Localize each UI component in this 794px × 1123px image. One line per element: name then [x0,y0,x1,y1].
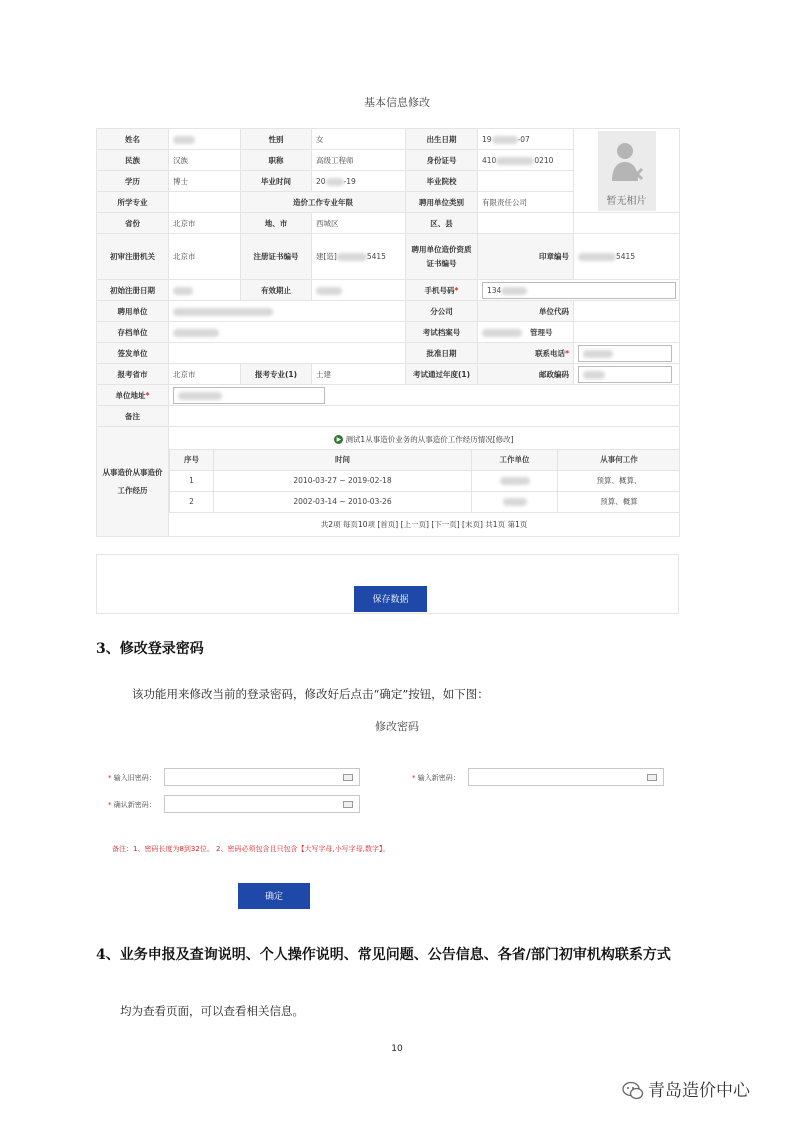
gender-label: 性别 [241,129,312,150]
address-cell [169,385,680,406]
years-label: 造价工作专业年限 [241,192,406,213]
exp-pager[interactable]: 共2项 每页10项 [首页] [上一页] [下一页] [末页] 共1页 第1页 [320,519,528,529]
password-note: 备注：1、密码长度为8到32位。 2、密码必须包含且只包含【大写字母,小写字母,数字】。 [112,845,390,853]
phone-label: 手机号码* [406,280,478,301]
exp-col-work: 从事何工作 [558,449,680,470]
exam-no-cell [478,322,574,343]
county-value [478,213,574,234]
photo-cell [574,129,680,213]
table-row [170,470,680,491]
admin-no-label: 管理号 [530,327,553,337]
birth-label: 出生日期 [406,129,478,150]
edu-value: 博士 [169,171,241,192]
school-value [478,171,574,192]
page-number: 10 [391,1044,403,1054]
gender-value: 女 [312,129,406,150]
basic-info-table [96,128,680,537]
save-button[interactable]: 保存数据 [354,586,427,612]
issue-label: 签发单位 [97,343,169,364]
archive-label: 存档单位 [97,322,169,343]
confirm-password-label: * 确认新密码： [108,801,156,809]
exp-header[interactable]: ▶ 测试1从事造价业务的从事造价工作经历情况[修改] [169,428,679,449]
exp-unit [472,470,558,491]
play-icon: ▶ [334,435,343,444]
exam-prov-value: 北京市 [169,364,241,385]
cert-no-label: 注册证书编号 [241,234,312,280]
password-title: 修改密码 [375,720,419,733]
exp-work: 预算、概算、 [558,470,680,491]
unit-code-label: 单位代码 [478,301,574,322]
old-password-label: * 输入旧密码： [108,774,156,782]
name-value [169,129,241,150]
exp-label: 从事造价从事造价工作经历 [97,427,169,537]
init-org-label: 初审注册机关 [97,234,169,280]
issue-value [169,343,406,364]
valid-label: 有效期止 [241,280,312,301]
keyboard-icon [343,801,353,808]
pass-year-label: 考试通过年度(1) [406,364,478,385]
exp-cell [169,427,680,537]
exp-no: 2 [170,491,214,512]
photo-placeholder [598,131,656,211]
section3-paragraph: 该功能用来修改当前的登录密码，修改好后点击“确定”按钮，如下图： [132,687,489,701]
old-password-input[interactable] [164,768,360,786]
wechat-icon [622,1081,644,1101]
exp-col-unit: 工作单位 [472,449,558,470]
contact-input[interactable] [578,345,672,362]
exam-major-label: 报考专业(1) [241,364,312,385]
zip-input[interactable] [578,366,672,383]
name-label: 姓名 [97,129,169,150]
exam-prov-label: 报考省市 [97,364,169,385]
photo-text: 暂无相片 [606,195,647,207]
province-value: 北京市 [169,213,241,234]
address-label: 单位地址* [97,385,169,406]
title-label: 职称 [241,150,312,171]
admin-no-value [574,322,680,343]
archive-value [169,322,406,343]
employer-type-value: 有限责任公司 [478,192,574,213]
birth-value: 19 -07 [478,129,574,150]
major-value [169,192,241,213]
exam-major-value: 土建 [312,364,406,385]
valid-value [312,280,406,301]
cert-no-value: 建[造] 5415 [312,234,406,280]
exp-col-time: 时间 [214,449,472,470]
employer-label: 聘用单位 [97,301,169,322]
address-input[interactable] [173,387,325,404]
zip-label: 邮政编码 [478,364,574,385]
branch-label: 分公司 [406,301,478,322]
new-password-label: * 输入新密码： [412,774,460,782]
exp-col-no: 序号 [170,449,214,470]
section4-paragraph: 均为查看页面，可以查看相关信息。 [120,1004,304,1018]
exam-no-label: 考试档案号 [406,322,478,343]
county-extra [574,213,680,234]
unit-code-value [574,301,680,322]
table-row [170,491,680,512]
confirm-button[interactable]: 确定 [238,883,310,909]
exp-unit [472,491,558,512]
section4-heading: 4、业务申报及查询说明、个人操作说明、常见问题、公告信息、各省/部门初审机构联系方式 [96,947,671,963]
seal-label: 印章编号 [478,234,574,280]
approve-label: 批准日期 [406,343,478,364]
city-label: 地、市 [241,213,312,234]
seal-value: 5415 [574,234,680,280]
county-label: 区、县 [406,213,478,234]
new-password-input[interactable] [468,768,664,786]
exp-table [169,449,680,513]
init-org-value: 北京市 [169,234,241,280]
init-date-value [169,280,241,301]
exp-time: 2002-03-14 ~ 2010-03-26 [214,491,472,512]
id-label: 身份证号 [406,150,478,171]
keyboard-icon [647,774,657,781]
city-value: 西城区 [312,213,406,234]
exp-time: 2010-03-27 ~ 2019-02-18 [214,470,472,491]
edu-label: 学历 [97,171,169,192]
employer-value [169,301,406,322]
watermark: 青岛造价中心 [622,1076,750,1101]
province-label: 省份 [97,213,169,234]
init-date-label: 初始注册日期 [97,280,169,301]
no-photo-icon [610,139,644,183]
exp-no: 1 [170,470,214,491]
keyboard-icon [343,774,353,781]
phone-input[interactable]: 134 [482,282,676,299]
grad-time-value: 20 -19 [312,171,406,192]
school-label: 毕业院校 [406,171,478,192]
section3-heading: 3、修改登录密码 [96,641,204,657]
contact-cell [574,343,680,364]
grad-time-label: 毕业时间 [241,171,312,192]
form-title: 基本信息修改 [364,96,430,109]
title-value: 高级工程师 [312,150,406,171]
qual-no-label: 聘用单位造价资质证书编号 [406,234,478,280]
ethnic-value: 汉族 [169,150,241,171]
confirm-password-input[interactable] [164,795,360,813]
remark-label: 备注 [97,406,169,427]
zip-cell [574,364,680,385]
id-value: 410 0210 [478,150,574,171]
employer-type-label: 聘用单位类别 [406,192,478,213]
exp-work: 预算、概算 [558,491,680,512]
major-label: 所学专业 [97,192,169,213]
remark-value [169,406,680,427]
phone-cell [478,280,680,301]
ethnic-label: 民族 [97,150,169,171]
contact-label: 联系电话* [478,343,574,364]
